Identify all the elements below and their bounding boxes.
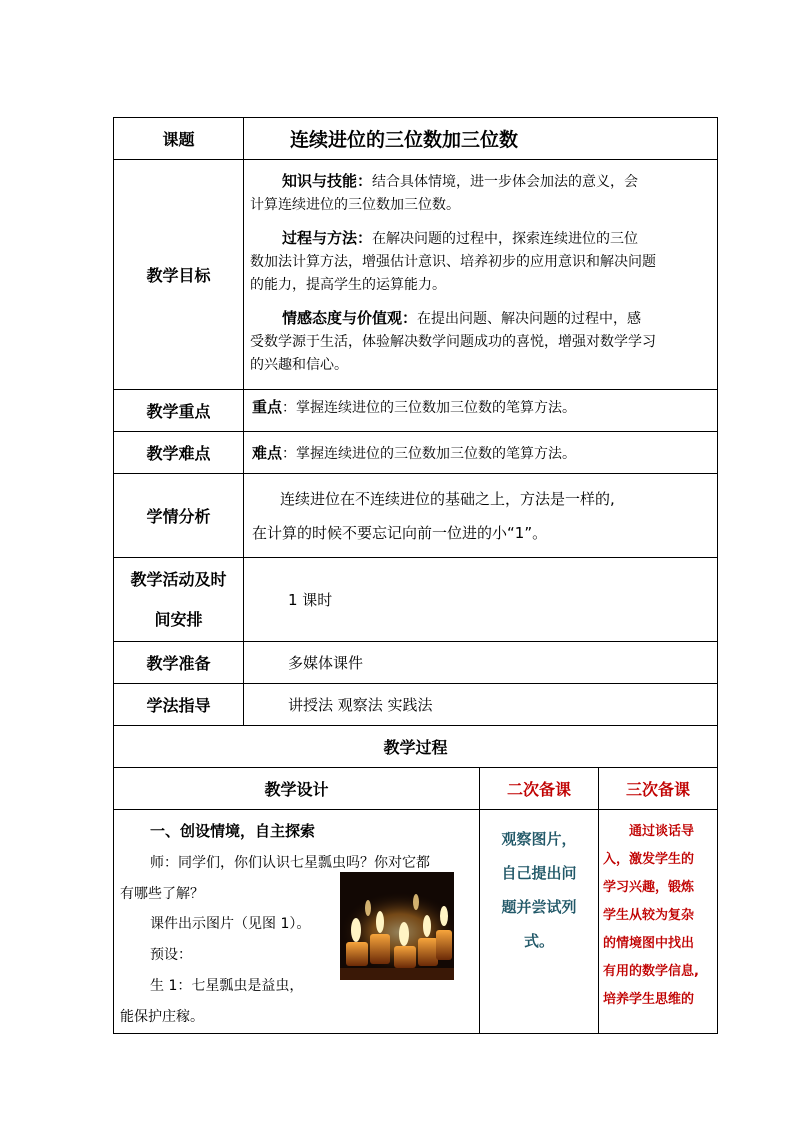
row-method — [114, 684, 718, 726]
difficulty-text: ：掌握连续进位的三位数加三位数的笔算方法。 — [282, 446, 577, 462]
second-note-line: 式。 — [523, 932, 554, 950]
key-point-content — [244, 390, 718, 432]
difficulty-content — [244, 432, 718, 474]
lesson-plan-table — [113, 117, 718, 1034]
preparation-value: 多媒体课件 — [244, 642, 718, 684]
process-line2: 数加法计算方法，增强估计意识、培养初步的应用意识和解决问题 — [250, 254, 656, 270]
emotion-line2: 受数学源于生活，体验解决数学问题成功的喜悦，增强对数学学习 — [250, 334, 656, 350]
row-difficulty — [114, 432, 718, 474]
process-line3: 课件出示图片（见图 1）。 — [150, 916, 311, 932]
candles-image — [340, 872, 454, 980]
second-note-line: 自己提出问 — [501, 864, 577, 882]
row-key-point — [114, 390, 718, 432]
column-third: 三次备课 — [599, 768, 718, 810]
key-point-label: 教学重点 — [114, 390, 244, 432]
process-line1: 在解决问题的过程中，探索连续进位的三位 — [372, 231, 639, 247]
process-design-cell — [114, 810, 480, 1034]
third-note-line: 培养学生思维的 — [603, 992, 695, 1007]
schedule-label — [114, 558, 244, 642]
topic-label: 课题 — [114, 118, 244, 160]
emotion-line3: 的兴趣和信心。 — [250, 357, 348, 373]
knowledge-line2: 计算连续进位的三位数加三位数。 — [250, 197, 460, 213]
method-value: 讲授法 观察法 实践法 — [244, 684, 718, 726]
emotion-head: 情感态度与价值观： — [282, 309, 418, 327]
difficulty-label: 教学难点 — [114, 432, 244, 474]
key-point-text: ：掌握连续进位的三位数加三位数的笔算方法。 — [282, 400, 577, 416]
row-preparation — [114, 642, 718, 684]
column-second: 二次备课 — [480, 768, 599, 810]
emotion-line1: 在提出问题、解决问题的过程中，感 — [417, 311, 642, 327]
row-analysis — [114, 474, 718, 558]
row-schedule — [114, 558, 718, 642]
process-header: 教学过程 — [114, 726, 718, 768]
third-note-line: 学生从较为复杂 — [603, 908, 695, 923]
goals-content — [244, 160, 718, 390]
second-prep-note — [480, 810, 599, 1034]
process-line3: 的能力，提高学生的运算能力。 — [250, 277, 446, 293]
goals-label: 教学目标 — [114, 160, 244, 390]
knowledge-line1: 结合具体情境，进一步体会加法的意义，会 — [372, 174, 639, 190]
third-note-line: 的情境图中找出 — [603, 936, 695, 951]
process-line2: 有哪些了解？ — [120, 886, 204, 902]
lesson-title: 连续进位的三位数加三位数 — [244, 118, 718, 160]
process-section-title: 一、创设情境，自主探索 — [150, 822, 316, 840]
difficulty-head: 难点 — [252, 444, 283, 462]
analysis-line2: 在计算的时候不要忘记向前一位进的小“1”。 — [252, 523, 548, 542]
third-prep-note — [599, 810, 718, 1034]
third-note-line: 入，激发学生的 — [603, 852, 695, 867]
third-note-line: 通过谈话导 — [629, 824, 695, 839]
row-columns — [114, 768, 718, 810]
key-point-head: 重点 — [252, 398, 283, 416]
analysis-label: 学情分析 — [114, 474, 244, 558]
second-note-line: 题并尝试列 — [501, 898, 577, 916]
method-label: 学法指导 — [114, 684, 244, 726]
process-head: 过程与方法： — [282, 229, 373, 247]
process-line1: 师：同学们，你们认识七星瓢虫吗？你对它都 — [150, 855, 430, 871]
row-goals — [114, 160, 718, 390]
third-note-line: 学习兴趣，锻炼 — [603, 880, 695, 895]
row-process — [114, 810, 718, 1034]
preparation-label: 教学准备 — [114, 642, 244, 684]
knowledge-head: 知识与技能： — [282, 172, 373, 190]
analysis-line1: 连续进位在不连续进位的基础之上，方法是一样的, — [280, 489, 615, 508]
analysis-content — [244, 474, 718, 558]
process-line4: 预设： — [150, 947, 192, 963]
process-line5: 生 1：七星瓢虫是益虫， — [150, 978, 304, 994]
schedule-value: 1 课时 — [244, 558, 718, 642]
row-topic — [114, 118, 718, 160]
second-note-line: 观察图片， — [501, 830, 577, 848]
third-note-line: 有用的数学信息, — [603, 964, 699, 979]
process-line6: 能保护庄稼。 — [120, 1009, 204, 1025]
schedule-label-line2: 间安排 — [154, 609, 203, 629]
schedule-label-line1: 教学活动及时 — [130, 569, 227, 589]
column-design: 教学设计 — [114, 768, 480, 810]
row-process-header — [114, 726, 718, 768]
